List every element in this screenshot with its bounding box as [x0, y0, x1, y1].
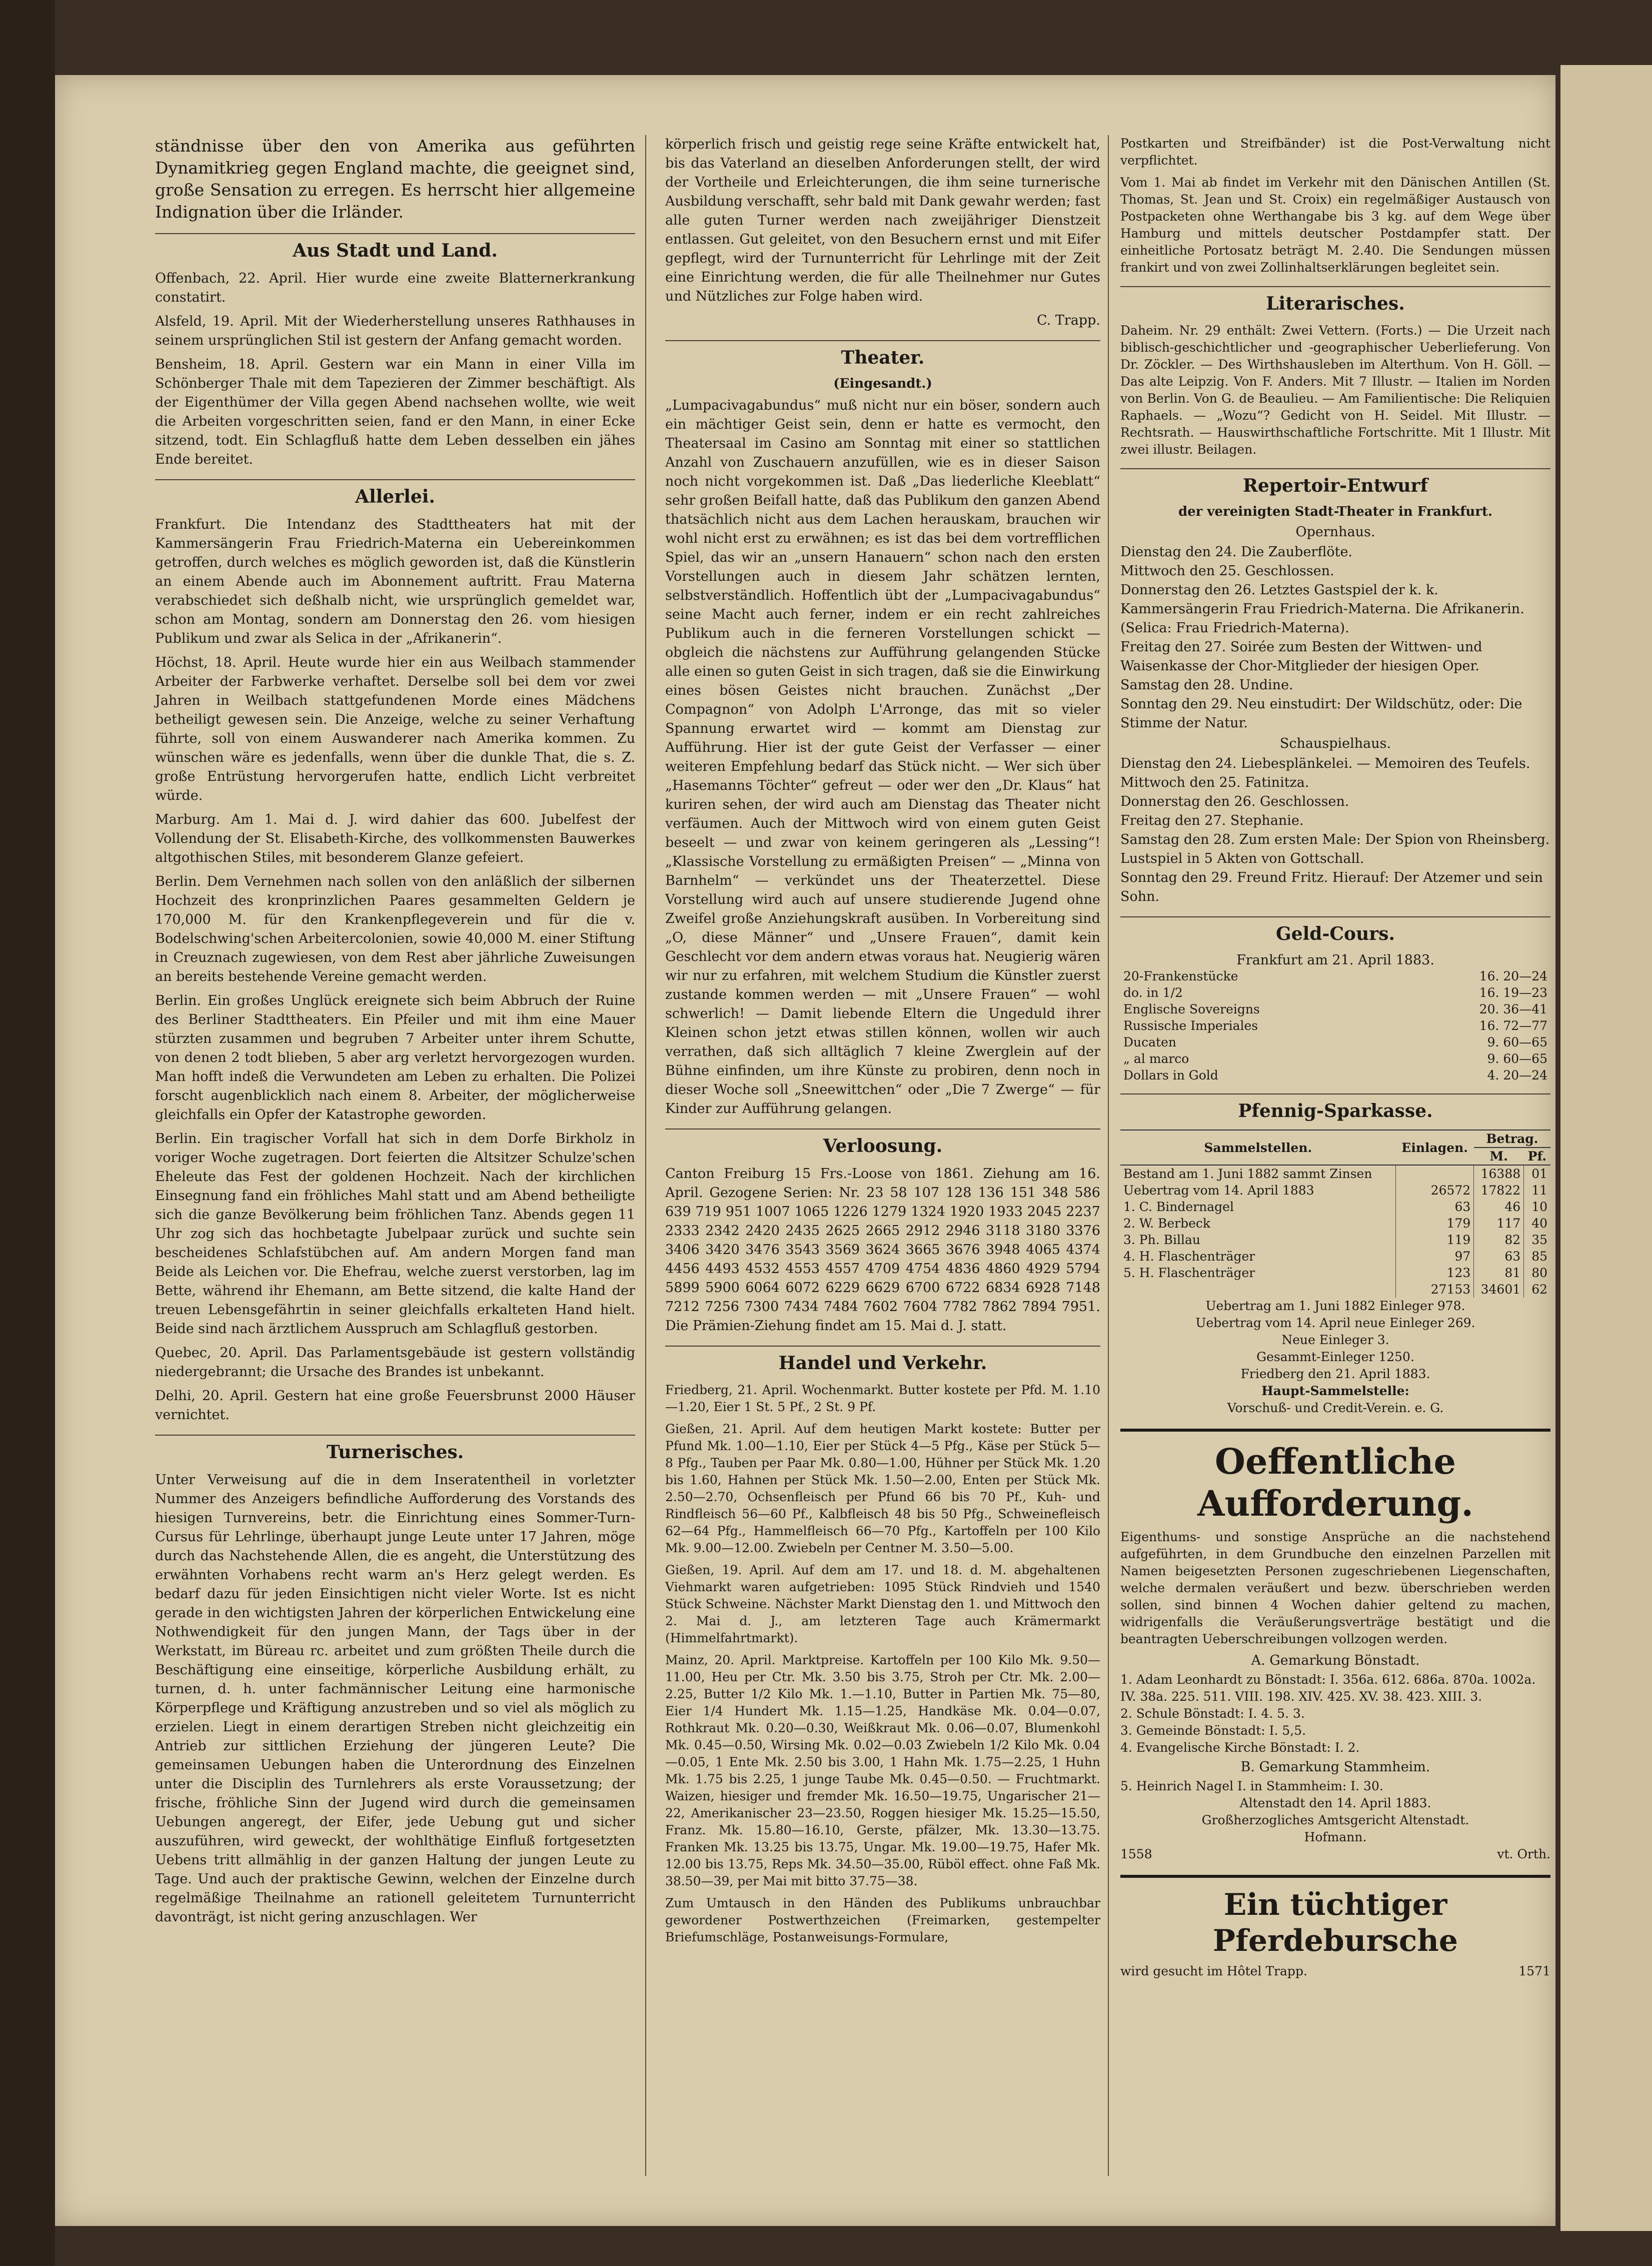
- ad-date: Altenstadt den 14. April 1883.: [1239, 1796, 1431, 1810]
- column-rule: [1108, 135, 1109, 2176]
- cell: 46: [1474, 1199, 1524, 1215]
- table-row: [1120, 1182, 1550, 1199]
- section-title-allerlei: Allerlei.: [155, 479, 635, 508]
- currency-value: 16. 72—77: [1479, 1018, 1547, 1033]
- section-title-turnerisches: Turnerisches.: [155, 1435, 635, 1464]
- savings-table: [1120, 1129, 1550, 1298]
- column-3: [1120, 135, 1550, 1980]
- cell: 62: [1524, 1281, 1550, 1298]
- exchange-table: [1120, 968, 1550, 1083]
- market-report: Friedberg, 21. April. Wochenmarkt. Butter kostete per Pfd. M. 1.10—1.20, Eier 1 St. 5 Pf., 2 St. 9 Pf.: [665, 1383, 1100, 1414]
- news-item: Alsfeld, 19. April. Mit der Wiederherstellung unseres Rathhauses in seinem ursprünglichen Stil ist gestern der Anfang gemacht worden.: [155, 314, 635, 348]
- newspaper-page: [55, 75, 1555, 2226]
- cell: [1396, 1165, 1474, 1182]
- savings-footer: Friedberg den 21. April 1883.: [1240, 1367, 1430, 1381]
- article-text: Vom 1. Mai ab findet im Verkehr mit den Dänischen Antillen (St. Thomas, St. Jean und St. Croix) ein regelmäßiger Austausch von Postpacketen ohne Werthangabe bis 3 kg. auf dem Wege über Hamburg und mittels deutscher Postdampfer statt. Der einheitliche Portosatz beträgt M. 2.40. Die Sendungen müssen frankirt und von zwei Zollinhaltserklärungen begleitet sein.: [1120, 175, 1550, 275]
- market-report: Mainz, 20. April. Marktpreise. Kartoffeln per 100 Kilo Mk. 9.50—11.00, Heu per Ctr. Mk. 3.50 bis 3.75, Stroh per Ctr. Mk. 2.00—2.25, Butter 1/2 Kilo Mk. 1.—1.10, Butter in Partien Mk. 75—80, Eier 1/4 Hundert Mk. 1.15—1.25, Handkäse Mk. 0.04—0.07, Rothkraut Mk. 0.20—0.30, Weißkraut Mk. 0.06—0.07, Blumenkohl Mk. 0.45—0.50, Wirsing Mk. 0.02—0.03 Zwiebeln 1/2 Kilo Mk. 0.04—0.05, 1 Ente Mk. 2.50 bis 3.00, 1 Hahn Mk. 1.75—2.25, 1 Huhn Mk. 1.75 bis 2.25, 1 junge Taube Mk. 0.45—0.50. — Fruchtmarkt. Waizen, hiesiger und fremder Mk. 16.50—19.75, Ungarischer 21—22, Amerikanischer 23—23.50, Roggen hiesiger Mk. 15.25—15.50, Franz. Mk. 15.80—16.10, Gerste, pfälzer, Mk. 13.30—13.75. Franken Mk. 13.25 bis 13.75, Ungar. Mk. 19.00—19.75, Hafer Mk. 12.00 bis 13.75, Reps Mk. 34.50—35.00, Rüböl effect. ohne Faß Mk. 38.50—39, per Mai mit bitto 37.75—38.: [665, 1653, 1100, 1888]
- article-text: körperlich frisch und geistig rege seine Kräfte entwickelt hat, bis das Vaterland an dieselben Anforderungen stellt, der wird der Vortheile und Erleichterungen, die ihm seine turnerische Ausbildung verschafft, sehr bald mit Dank gewahr werden; fast alle guten Turner werden nach zweijähriger Dienstzeit entlassen. Gut geleitet, von den Besuchern ernst und mit Eifer gepflegt, wird der Turnunterricht für Lehrlinge mit der Zeit eine Einrichtung werden, die für alle Theilnehmer nur Gutes und Nützliches zur Folge haben wird.: [665, 137, 1100, 304]
- article-text: Daheim. Nr. 29 enthält: Zwei Vettern. (Forts.) — Die Urzeit nach biblisch-geschichtlicher und -geographischer Ueberlieferung. Von Dr. Zöckler. — Des Wirthshausleben im Alterthum. Von H. Göll. — Das alte Leipzig. Von F. Anders. Mit 7 Illustr. — Italien im Norden von Berlin. Von G. de Beaulieu. — Am Familientische: Die Reliquien Raphaels. — „Wozu“? Gedicht von H. Seidel. Mit Illustr. — Rechtsrath. — Hauswirthschaftliche Fortschritte. Mit 1 Illustr. Mit zwei illustr. Beilagen.: [1120, 323, 1550, 457]
- ad-court: Großherzogliches Amtsgericht Altenstadt.: [1201, 1813, 1469, 1827]
- section-title-geld-cours: Geld-Cours.: [1120, 916, 1550, 945]
- article-text: Postkarten und Streifbänder) ist die Post-Verwaltung nicht verpflichtet.: [1120, 136, 1550, 168]
- market-report: Zum Umtausch in den Händen des Publikums unbrauchbar gewordener Postwerthzeichen (Freimarken, gestempelter Briefumschläge, Postanweisungs-Formulare,: [665, 1896, 1100, 1944]
- table-row: [1120, 984, 1550, 1001]
- news-item: Frankfurt. Die Intendanz des Stadttheaters hat mit der Kammersängerin Frau Friedrich-Materna ein Uebereinkommen getroffen, durch welches es möglich geworden ist, daß die Künstlerin an einem Abende auch im Abonnement auftritt. Frau Materna verabschiedet sich deßhalb nicht, wie ursprünglich gemeldet war, schon am Montag, sondern am Donnerstag den 26. vom hiesigen Publikum und zwar als Selica in der „Afrikanerin“.: [155, 517, 635, 646]
- cell: 01: [1524, 1165, 1550, 1182]
- currency-name: Ducaten: [1123, 1035, 1176, 1049]
- cell: Bestand am 1. Juni 1882 sammt Zinsen: [1123, 1167, 1372, 1181]
- advertisement-aufforderung: [1120, 1429, 1550, 1863]
- cell: 63: [1396, 1199, 1474, 1215]
- currency-name: „ al marco: [1123, 1051, 1189, 1066]
- column-header: M.: [1474, 1148, 1524, 1165]
- news-item: Bensheim, 18. April. Gestern war ein Mann in einer Villa im Schönberger Thale mit dem Tapezieren der Zimmer beschäftigt. Als der Eigenthümer der Villa gegen Abend nachsehen wollte, wie weit die Arbeiten vorgeschritten seien, fand er den Mann, in einer Ecke sitzend, todt. Ein Schlagfluß hatte dem Leben desselben ein jähes Ende bereitet.: [155, 357, 635, 467]
- cell: 117: [1474, 1215, 1524, 1232]
- cell: Uebertrag vom 14. April 1883: [1123, 1183, 1314, 1198]
- cell: 26572: [1396, 1182, 1474, 1199]
- ad-footer: [1120, 1846, 1550, 1863]
- ad-subheading: A. Gemarkung Bönstadt.: [1251, 1653, 1420, 1668]
- news-item: Berlin. Dem Vernehmen nach sollen von den anläßlich der silbernen Hochzeit des kronprinzlichen Paares gesammelten Geldern je 170,000 M. für den Krankenpflegeverein und für die v. Bodelschwing'schen Arbeitercolonien, sowie 40,000 M. einer Stiftung in Creuznach zugewiesen, von dem Rest aber jährliche Zuweisungen an bereits bestehende Vereine gemacht werden.: [155, 874, 635, 984]
- ad-text: Eigenthums- und sonstige Ansprüche an die nachstehend aufgeführten, in dem Grundbuche den einzelnen Parzellen mit Namen beigesetzten Personen zugeschriebenen Liegenschaften, welche dermalen veräußert und bezw. überschrieben werden sollen, sind binnen 4 Wochen dahier geltend zu machen, widrigenfalls die Veräußerungsverträge bestätigt und die beantragten Ueberschreibungen vollzogen werden.: [1120, 1530, 1550, 1646]
- cell: 3. Ph. Billau: [1123, 1233, 1200, 1247]
- schedule-entry: Dienstag den 24. Die Zauberflöte.: [1120, 544, 1353, 560]
- currency-value: 20. 36—41: [1479, 1002, 1547, 1016]
- section-title-aus-stadt-und-land: Aus Stadt und Land.: [155, 233, 635, 262]
- savings-footer: Uebertrag am 1. Juni 1882 Einleger 978.: [1205, 1299, 1465, 1313]
- column-header: Pf.: [1524, 1148, 1550, 1165]
- currency-value: 16. 19—23: [1479, 985, 1547, 1000]
- currency-name: do. in 1/2: [1123, 985, 1183, 1000]
- currency-value: 9. 60—65: [1487, 1051, 1547, 1066]
- column-rule: [645, 135, 646, 2176]
- cell: 119: [1396, 1232, 1474, 1248]
- cell: 5. H. Flaschenträger: [1123, 1266, 1255, 1280]
- list-item: 3. Gemeinde Bönstadt: I. 5,5.: [1120, 1723, 1306, 1738]
- cell: 179: [1396, 1215, 1474, 1232]
- list-item: 5. Heinrich Nagel I. in Stammheim: I. 30.: [1120, 1779, 1383, 1793]
- section-title-literarisches: Literarisches.: [1120, 286, 1550, 315]
- ad-text: wird gesucht im Hôtel Trapp.: [1120, 1964, 1307, 1978]
- news-item: Berlin. Ein tragischer Vorfall hat sich in dem Dorfe Birkholz in voriger Woche zugetragen. Dort feierten die Altsitzer Schulze'schen Eheleute das Fest der goldenen Hochzeit. Nach der kirchlichen Einsegnung fand ein fröhliches Mahl statt und am Abend betheiligte sich die ganze Bevölkerung beim fröhlichen Tanz. Abends gegen 11 Uhr zog sich das hochbetagte Jubelpaar zurück und suchte sein bescheidenes Schlafstübchen auf. Am andern Morgen fand man Beide als Leichen vor. Die Ehefrau, welche zuerst verstorben, lag im Bette, während ihr Ehemann, am Bette sitzend, die kalte Hand der treuen Lebensgefährtin in seiner gleichfalls erkalteten Hand hielt. Beide sind nach ärztlichem Ausspruch am Schlagfluß gestorben.: [155, 1131, 635, 1337]
- ad-number: 1571: [1518, 1964, 1550, 1978]
- table-row: [1120, 1281, 1550, 1298]
- cell: 4. H. Flaschenträger: [1123, 1249, 1255, 1264]
- advertisement-pferdebursche: [1120, 1875, 1550, 1980]
- table-row: [1120, 1034, 1550, 1050]
- table-row: [1120, 1232, 1550, 1248]
- news-item: Höchst, 18. April. Heute wurde hier ein aus Weilbach stammender Arbeiter der Farbwerke verhaftet. Derselbe soll bei dem vor zwei Jahren in Weilbach stattgefundenen Morde eines Mädchens betheiligt gewesen sein. Die Anzeige, welche zu seiner Verhaftung führte, soll von einem Auswanderer nach Amerika kommen. Zu wünschen wäre es jedenfalls, wenn über die dunkle That, die s. Z. große Entrüstung hervorgerufen hatte, endlich Licht verbreitet würde.: [155, 655, 635, 803]
- news-item: Berlin. Ein großes Unglück ereignete sich beim Abbruch der Ruine des Berliner Stadttheaters. Ein Pfeiler und mit ihm eine Mauer stürzten zusammen und begruben 7 Arbeiter unter ihrem Schutte, von denen 2 todt blieben, 5 aber arg verletzt hervorgezogen wurden. Man hofft indeß die Verwundeten am Leben zu erhalten. Die Polizei forscht augenblicklich nach einem 8. Arbeiter, der möglicherweise gleichfalls ein Opfer der Katastrophe geworden.: [155, 993, 635, 1122]
- cell: 10: [1524, 1199, 1550, 1215]
- savings-footer: Gesammt-Einleger 1250.: [1256, 1350, 1414, 1364]
- schedule-entry: Mittwoch den 25. Geschlossen.: [1120, 563, 1334, 579]
- list-item: 1. Adam Leonhardt zu Bönstadt: I. 356a. 612. 686a. 870a. 1002a. IV. 38a. 225. 511. VIII. 198. XIV. 425. XV. 38. 423. XIII. 3.: [1120, 1672, 1536, 1704]
- venue-heading: Opernhaus.: [1295, 524, 1375, 540]
- currency-value: 16. 20—24: [1479, 969, 1547, 983]
- schedule-entry: Donnerstag den 26. Geschlossen.: [1120, 794, 1349, 809]
- cell: 2. W. Berbeck: [1123, 1216, 1211, 1231]
- table-row: [1120, 968, 1550, 984]
- savings-footer: Neue Einleger 3.: [1281, 1333, 1389, 1347]
- column-header: Betrag.: [1474, 1130, 1550, 1148]
- savings-footer: Haupt-Sammelstelle:: [1261, 1384, 1409, 1398]
- table-row: [1120, 1265, 1550, 1281]
- ad-footer: [1120, 1963, 1550, 1980]
- ad-number: 1558: [1120, 1847, 1152, 1861]
- cell: 82: [1474, 1232, 1524, 1248]
- schedule-entry: Sonntag den 29. Neu einstudirt: Der Wildschütz, oder: Die Stimme der Natur.: [1120, 696, 1522, 731]
- lottery-numbers: Canton Freiburg 15 Frs.-Loose von 1861. Ziehung am 16. April. Gezogene Serien: Nr. 23 58 107 128 136 151 348 586 639 719 951 1007 1065 1226 1279 1324 1920 1933 2045 2237 2333 2342 2420 2435 2625 2665 2912 2946 3118 3180 3376 3406 3420 3476 3543 3569 3624 3665 3676 3948 4065 4374 4456 4493 4532 4553 4557 4709 4754 4836 4860 4929 5794 5899 5900 6064 6072 6229 6629 6700 6722 6834 6928 7148 7212 7256 7300 7434 7484 7602 7604 7782 7862 7894 7951. Die Prämien-Ziehung findet am 15. Mai d. J. statt.: [665, 1166, 1100, 1334]
- section-title-handel: Handel und Verkehr.: [665, 1346, 1100, 1375]
- column-2: [665, 135, 1100, 1951]
- schedule-entry: Dienstag den 24. Liebesplänkelei. — Memoiren des Teufels.: [1120, 756, 1530, 771]
- ad-name: Hofmann.: [1304, 1830, 1367, 1844]
- schedule-entry: Freitag den 27. Soirée zum Besten der Wittwen- und Waisenkasse der Chor-Mitglieder der hiesigen Oper.: [1120, 639, 1482, 674]
- market-report: Gießen, 21. April. Auf dem heutigen Markt kostete: Butter per Pfund Mk. 1.00—1.10, Eier per Stück 4—5 Pfg., Käse per Stück 5—8 Pfg., Tauben per Paar Mk. 0.80—1.00, Hühner per Stück Mk. 1.20 bis 1.60, Hahnen per Stück Mk. 1.50—2.00, Enten per Stück Mk. 2.50—2.70, Ochsenfleisch per Pfund 66 bis 70 Pf., Kuh- und Rindfleisch 56—60 Pf., Kalbfleisch 48 bis 50 Pfg., Schweinefleisch 62—64 Pfg., Hammelfleisch 66—70 Pfg., Kartoffeln per 100 Kilo Mk. 9.00—12.00. Zwiebeln per Centner M. 3.50—5.00.: [665, 1422, 1100, 1555]
- list-item: 4. Evangelische Kirche Bönstadt: I. 2.: [1120, 1740, 1360, 1755]
- schedule-entry: Donnerstag den 26. Letztes Gastspiel der k. k. Kammersängerin Frau Friedrich-Materna. Die Afrikanerin. (Selica: Frau Friedrich-Materna).: [1120, 582, 1524, 636]
- schedule-entry: Samstag den 28. Undine.: [1120, 677, 1293, 693]
- schedule-entry: Samstag den 28. Zum ersten Male: Der Spion von Rheinsberg. Lustspiel in 5 Akten von Gottschall.: [1120, 832, 1550, 866]
- section-title-sparkasse: Pfennig-Sparkasse.: [1120, 1093, 1550, 1122]
- news-item: Offenbach, 22. April. Hier wurde eine zweite Blatternerkrankung constatirt.: [155, 271, 635, 305]
- currency-name: 20-Frankenstücke: [1123, 969, 1238, 983]
- news-item: Marburg. Am 1. Mai d. J. wird dahier das 600. Jubelfest der Vollendung der St. Elisabeth-Kirche, des vollkommensten Bauwerkes altgothischen Stiles, mit besonderem Glanze gefeiert.: [155, 812, 635, 865]
- schedule-entry: Freitag den 27. Stephanie.: [1120, 813, 1304, 828]
- cell: 97: [1396, 1248, 1474, 1265]
- ad-subheading: B. Gemarkung Stammheim.: [1240, 1759, 1430, 1775]
- ad-signature: vt. Orth.: [1497, 1847, 1550, 1861]
- book-spine: [0, 0, 55, 2266]
- cell: 1. C. Bindernagel: [1123, 1200, 1234, 1214]
- table-row: [1120, 1067, 1550, 1083]
- table-row: [1120, 1215, 1550, 1232]
- cell: 123: [1396, 1265, 1474, 1281]
- cell: 27153: [1396, 1281, 1474, 1298]
- table-row: [1120, 1050, 1550, 1067]
- section-subtitle: der vereinigten Stadt-Theater in Frankfurt.: [1178, 504, 1493, 519]
- cell: 85: [1524, 1248, 1550, 1265]
- table-row: [1120, 1248, 1550, 1265]
- ad-title: Oeffentliche Aufforderung.: [1197, 1441, 1473, 1524]
- cell: 81: [1474, 1265, 1524, 1281]
- currency-name: Englische Sovereigns: [1123, 1002, 1260, 1016]
- column-1: [155, 135, 635, 1932]
- savings-footer: Uebertrag vom 14. April neue Einleger 269.: [1195, 1316, 1475, 1330]
- section-subtitle: (Eingesandt.): [833, 376, 932, 391]
- savings-footer: Vorschuß- und Credit-Verein. e. G.: [1227, 1401, 1444, 1415]
- column-header: Sammelstellen.: [1120, 1130, 1396, 1165]
- ad-title: Ein tüchtiger Pferdebursche: [1212, 1887, 1458, 1958]
- cell: 17822: [1474, 1182, 1524, 1199]
- article-text: Unter Verweisung auf die in dem Inseratentheil in vorletzter Nummer des Anzeigers befindliche Aufforderung des Vorstands des hiesigen Turnvereins, betr. die Einrichtung eines Sommer-Turn-Cursus für Lehrlinge, überhaupt junge Leute unter 17 Jahren, möge durch das Nachstehende Allen, die es angeht, die Unterstützung des erwähnten Vorhabens recht warm an's Herz gelegt werden. Es bedarf dazu für jeden Einsichtigen nicht vieler Worte. Ist es nicht gerade in den wichtigsten Jahren der körperlichen Entwickelung eine Nothwendigkeit für den jungen Mann, der Tags über in der Werkstatt, im Büreau rc. arbeitet und zum größten Theile durch die Beschäftigung eine einseitige, körperliche Ausbildung erhält, zu turnen, d. h. unter fachmännischer Leitung eine harmonische Körperpflege und Kräftigung anzustreben und so viel als möglich zu erzielen. Liegt in einem derartigen Streben nicht gleichzeitig ein Antrieb zur sittlichen Erziehung der jüngeren Leute? Die gemeinsamen Uebungen haben die Unterordnung des Einzelnen unter die Disciplin des Turnlehrers als erste Voraussetzung; der frische, fröhliche Sinn der Jugend wird durch die gemeinsamen Uebungen angeregt, der Eifer, jede Uebung gut und sicher auszuführen, wird geweckt, der wohlthätige Einfluß fortgesetzten Uebens tritt allmählig in der ganzen Haltung der jungen Leute zu Tage. Und auch der praktische Gewinn, welchen der Einzelne durch regelmäßige Theilnahme an rationell geleitetem Turnunterricht davonträgt, ist nicht gering anzuschlagen. Wer: [155, 1472, 635, 1925]
- cell: 63: [1474, 1248, 1524, 1265]
- schedule-entry: Sonntag den 29. Freund Fritz. Hierauf: Der Atzemer und sein Sohn.: [1120, 870, 1543, 904]
- section-title-verloosung: Verloosung.: [665, 1128, 1100, 1158]
- currency-name: Russische Imperiales: [1123, 1018, 1258, 1033]
- cell: 40: [1524, 1215, 1550, 1232]
- table-row: [1120, 1165, 1550, 1182]
- table-header-row: [1120, 1130, 1550, 1148]
- table-row: [1120, 1001, 1550, 1017]
- currency-value: 4. 20—24: [1487, 1068, 1547, 1082]
- schedule-schauspiel: [1120, 754, 1550, 906]
- column-header: Einlagen.: [1396, 1130, 1474, 1165]
- cell: 11: [1524, 1182, 1550, 1199]
- news-item: Delhi, 20. April. Gestern hat eine große Feuersbrunst 2000 Häuser vernichtet.: [155, 1388, 635, 1423]
- venue-heading: Schauspielhaus.: [1279, 736, 1391, 751]
- section-title-repertoir: Repertoir-Entwurf: [1120, 468, 1550, 497]
- intro-paragraph: ständnisse über den von Amerika aus geführten Dynamitkrieg gegen England machte, die geeignet sind, große Sensation zu erregen. Es herrscht hier allgemeine Indignation über die Irländer.: [155, 136, 635, 222]
- cell: 34601: [1474, 1281, 1524, 1298]
- section-title-theater: Theater.: [665, 340, 1100, 369]
- adjacent-page-edge: [1560, 65, 1652, 2231]
- exchange-date: Frankfurt am 21. April 1883.: [1236, 952, 1434, 968]
- schedule-oper: [1120, 543, 1550, 733]
- cell: [1120, 1281, 1396, 1298]
- news-item: Quebec, 20. April. Das Parlamentsgebäude ist gestern vollständig niedergebrannt; die Ursache des Brandes ist unbekannt.: [155, 1345, 635, 1380]
- article-text: „Lumpacivagabundus“ muß nicht nur ein böser, sondern auch ein mächtiger Geist sein, denn er hatte es vermocht, den Theatersaal im Casino am Sonntag mit einer so stattlichen Anzahl von Zuschauern anzufüllen, wie es in dieser Saison noch nicht vorgekommen ist. Daß „Das liederliche Kleeblatt“ sehr großen Beifall hatte, daß das Publikum den ganzen Abend thatsächlich nicht aus dem Lachen herauskam, brauchen wir wohl nicht erst zu erwähnen; es ist das bei dem vortrefflichen Spiel, das wir an „unsern Hanauern“ schon nach den ersten Vorstellungen auch in diesem Jahr schätzen lernten, selbstverständlich. Hoffentlich übt der „Lumpacivagabundus“ seine Macht auch ferner, indem er ein recht zahlreiches Publikum auch in die ferneren Vorstellungen schickt — obgleich die nächstens zur Aufführung gelangenden Stücke alle einen so guten Geist in sich tragen, daß sie die Einwirkung eines bösen Geistes nicht brauchen. Zunächst „Der Compagnon“ von Adolph L'Arronge, das mit so vieler Spannung erwartet wird — kommt am Dienstag zur Aufführung. Hier ist der gute Geist der Verfasser — einer weiteren Empfehlung bedarf das Stück nicht. — Wer sich über „Hasemanns Töchter“ gefreut — oder wer den „Dr. Klaus“ hat kuriren sehen, der wird auch am Dienstag das Theater nicht verfäumen. Auch der Mittwoch wird von einem guten Geist beseelt — und zwar von keinem geringeren als „Lessing“! „Klassische Vorstellung zu ermäßigten Preisen“ — „Minna von Barnhelm“ — verkündet uns der Theaterzettel. Diese Vorstellung wird auch auf unsere studierende Jugend ohne Zweifel große Anziehungskraft ausüben. In Vorbereitung sind „O, diese Männer“ und „Unsere Frauen“, damit kein Geschlecht vor dem andern etwas voraus hat. Neugierig wären wir nur zu erfahren, mit welchem Studium die Künstler zuerst zustande kommen werden — mit „Unsere Frauen“ — wohl schwerlich! — Damit liebende Eltern die Ungeduld ihrer Kleinen schon jetzt etwas stillen können, wollen wir auch verrathen, daß sich alltäglich 7 kleine Zwerglein auf der Bühne einfinden, um ihre Künste zu probiren, denn noch in dieser Woche soll „Sneewittchen“ oder „Die 7 Zwerge“ — für Kinder zur Aufführung gelangen.: [665, 398, 1100, 1116]
- cell: 16388: [1474, 1165, 1524, 1182]
- table-row: [1120, 1199, 1550, 1215]
- cell: 35: [1524, 1232, 1550, 1248]
- cell: 80: [1524, 1265, 1550, 1281]
- article-signature: C. Trapp.: [1036, 313, 1100, 328]
- currency-value: 9. 60—65: [1487, 1035, 1547, 1049]
- table-row: [1120, 1017, 1550, 1034]
- schedule-entry: Mittwoch den 25. Fatinitza.: [1120, 775, 1309, 790]
- list-item: 2. Schule Bönstadt: I. 4. 5. 3.: [1120, 1706, 1305, 1721]
- currency-name: Dollars in Gold: [1123, 1068, 1218, 1082]
- market-report: Gießen, 19. April. Auf dem am 17. und 18. d. M. abgehaltenen Viehmarkt waren aufgetrieben: 1095 Stück Rindvieh und 1540 Stück Schweine. Nächster Markt Dienstag den 1. und Mittwoch den 2. Mai d. J., am letzteren Tage auch Krämermarkt (Himmelfahrtmarkt).: [665, 1563, 1100, 1645]
